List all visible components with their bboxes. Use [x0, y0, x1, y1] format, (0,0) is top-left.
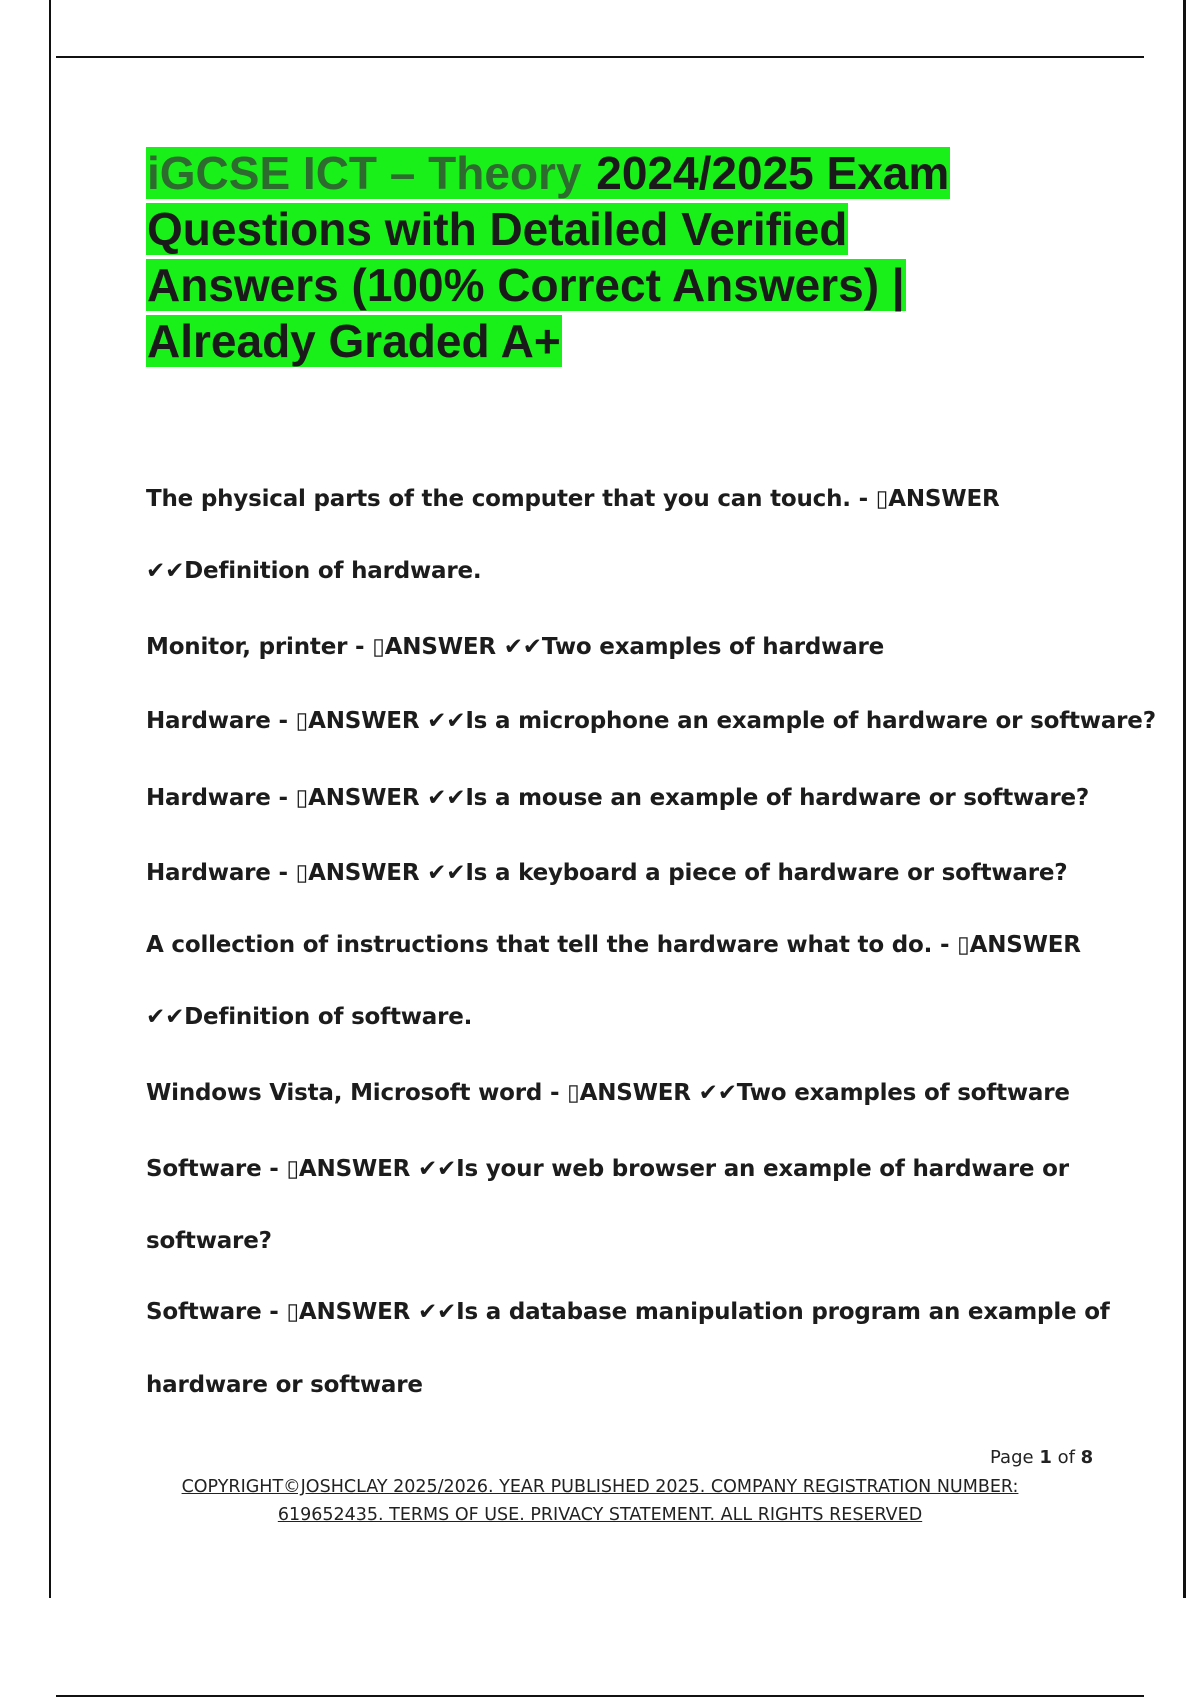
page-frame-left-border [49, 0, 51, 1598]
copyright-line-1: COPYRIGHT©JOSHCLAY 2025/2026. YEAR PUBLISHED 2025. COMPANY REGISTRATION NUMBER: [181, 1477, 1019, 1497]
page-prefix: Page [990, 1447, 1040, 1468]
answer-label: ANSWER [888, 486, 1000, 512]
page-frame-right-border [1183, 0, 1186, 1598]
qa-question-text: Monitor, printer - [146, 634, 373, 660]
qa-question-text: Windows Vista, Microsoft word - [146, 1080, 568, 1106]
qa-line [146, 709, 1156, 733]
copyright-notice [140, 1473, 1060, 1529]
document-title-part2: 2024/2025 Exam Questions with Detailed Verified Answers (100% Correct Answers) | Already Graded A+ [147, 147, 950, 367]
page-total: 8 [1080, 1447, 1094, 1468]
missing-glyph-icon: ▯ [295, 708, 309, 734]
missing-glyph-icon: ▯ [567, 1080, 580, 1106]
missing-glyph-icon: ▯ [295, 785, 309, 811]
answer-label: ANSWER [308, 860, 420, 886]
double-check-icon: ✔✔ [698, 1080, 737, 1106]
qa-answer-text: Is a microphone an example of hardware or software? [465, 708, 1156, 734]
answer-label: ANSWER [384, 634, 496, 660]
double-check-icon: ✔✔ [503, 634, 542, 660]
double-check-icon: ✔✔ [427, 785, 466, 811]
qa-answer-text: Is a database manipulation program an example of [456, 1299, 1110, 1325]
answer-label: ANSWER [969, 932, 1081, 958]
double-check-icon: ✔✔ [417, 1156, 457, 1182]
missing-glyph-icon: ▯ [295, 860, 309, 886]
page-current: 1 [1039, 1447, 1052, 1468]
qa-line [146, 1373, 423, 1397]
answer-label: ANSWER [298, 1299, 411, 1325]
missing-glyph-icon: ▯ [286, 1156, 299, 1182]
qa-answer-text: Is a mouse an example of hardware or software? [465, 785, 1090, 811]
qa-answer-text: hardware or software [146, 1372, 423, 1398]
double-check-icon: ✔✔ [146, 1004, 185, 1030]
qa-line [146, 1229, 272, 1253]
qa-question-text: The physical parts of the computer that you can touch. - [146, 486, 876, 512]
header-rule [56, 56, 1144, 58]
answer-label: ANSWER [298, 1156, 411, 1182]
missing-glyph-icon: ▯ [875, 486, 889, 512]
answer-label: ANSWER [308, 708, 420, 734]
copyright-line-2: 619652435. TERMS OF USE. PRIVACY STATEMENT. ALL RIGHTS RESERVED [277, 1505, 923, 1525]
bottom-rule [56, 1695, 1144, 1697]
qa-question-text: Hardware - [146, 860, 296, 886]
qa-line [146, 1157, 1069, 1181]
page-number [990, 1447, 1093, 1468]
double-check-icon: ✔✔ [417, 1299, 457, 1325]
answer-label: ANSWER [579, 1080, 691, 1106]
qa-question-text: Software - [146, 1299, 287, 1325]
qa-line [146, 1005, 472, 1029]
qa-answer-text: software? [146, 1228, 272, 1254]
qa-question-text: A collection of instructions that tell the hardware what to do. - [146, 932, 958, 958]
qa-question-text: Hardware - [146, 785, 296, 811]
qa-line [146, 933, 1081, 957]
document-title [146, 145, 1046, 369]
qa-answer-text: Definition of hardware. [184, 558, 482, 584]
missing-glyph-icon: ▯ [286, 1299, 299, 1325]
qa-answer-text: Is a keyboard a piece of hardware or software? [465, 860, 1068, 886]
double-check-icon: ✔✔ [427, 860, 466, 886]
qa-line [146, 861, 1067, 885]
qa-line [146, 487, 999, 511]
double-check-icon: ✔✔ [146, 558, 185, 584]
qa-question-text: Hardware - [146, 708, 296, 734]
qa-line [146, 1081, 1070, 1105]
document-title-part1: iGCSE ICT – Theory [147, 147, 582, 199]
qa-answer-text: Definition of software. [184, 1004, 473, 1030]
qa-answer-text: Is your web browser an example of hardware or [456, 1156, 1069, 1182]
double-check-icon: ✔✔ [427, 708, 466, 734]
qa-answer-text: Two examples of hardware [541, 634, 885, 660]
missing-glyph-icon: ▯ [957, 932, 970, 958]
answer-label: ANSWER [308, 785, 420, 811]
page-of: of [1051, 1447, 1081, 1468]
qa-question-text: Software - [146, 1156, 287, 1182]
qa-line [146, 1300, 1110, 1324]
qa-line [146, 559, 481, 583]
missing-glyph-icon: ▯ [372, 634, 385, 660]
qa-answer-text: Two examples of software [736, 1080, 1070, 1106]
qa-line [146, 786, 1089, 810]
qa-line [146, 635, 884, 659]
